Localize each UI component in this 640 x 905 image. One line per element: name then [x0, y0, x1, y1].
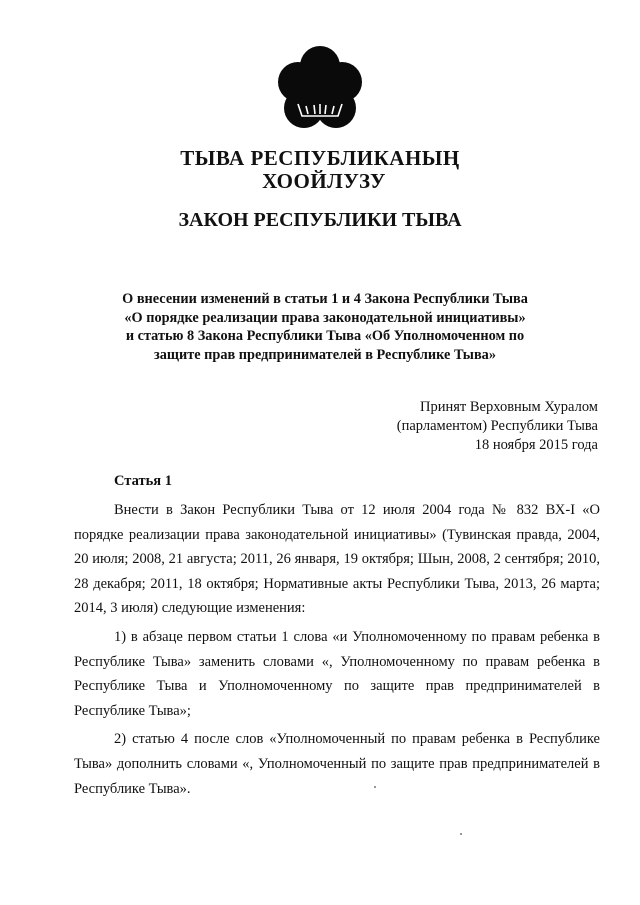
article-paragraph: 1) в абзаце первом статьи 1 слова «и Уполномоченному по правам ребенка в Республике Тыва» заменить словами «, Уполномоченному по правам ребенка в Республике Тыва и Уполномоченному по защите прав предпринимателей в Республике Тыва»;	[74, 628, 600, 719]
coat-of-arms-emblem-icon	[276, 44, 364, 134]
subject-line: и статью 8 Закона Республики Тыва «Об Уполномоченном по	[125, 328, 525, 344]
subject-line: О внесении изменений в статьи 1 и 4 Закона Республики Тыва	[122, 291, 528, 307]
adoption-note	[298, 398, 598, 455]
adoption-date: 18 ноября 2015 года	[474, 437, 598, 453]
article-paragraph: 2) статью 4 после слов «Уполномоченный по правам ребенка в Республике Тыва» дополнить словами «, Уполномоченный по защите прав предпринимателей в Республике Тыва».	[74, 731, 600, 797]
article-body	[74, 498, 600, 805]
subject-line: защите прав предпринимателей в Республике Тыва»	[154, 346, 496, 363]
law-title: ЗАКОН РЕСПУБЛИКИ ТЫВА	[178, 209, 462, 231]
article-title: Статья 1	[114, 473, 172, 489]
subject-line: «О порядке реализации права законодательной инициативы»	[124, 309, 526, 326]
scan-speck	[374, 786, 376, 788]
law-subject	[90, 290, 560, 364]
scan-speck	[460, 833, 462, 835]
adoption-line: (парламентом) Республики Тыва	[396, 418, 598, 434]
header-line-1: ТЫВА РЕСПУБЛИКАНЫҢ	[180, 146, 460, 170]
adoption-line: Принят Верховным Хуралом	[420, 399, 598, 415]
article-paragraph: Внести в Закон Республики Тыва от 12 июля 2004 года № 832 ВХ-I «О порядке реализации права законодательной инициативы» (Тувинская правда, 2004, 20 июля; 2008, 21 августа; 2011, 26 января, 19 октября; Шын, 2008, 2 сентября; 2010, 28 декабря; 2011, 18 октября; Нормативные акты Республики Тыва, 2013, 26 марта; 2014, 3 июля) следующие изменения:	[74, 502, 600, 617]
header-line-2: ХООЙЛУЗУ	[262, 169, 386, 193]
